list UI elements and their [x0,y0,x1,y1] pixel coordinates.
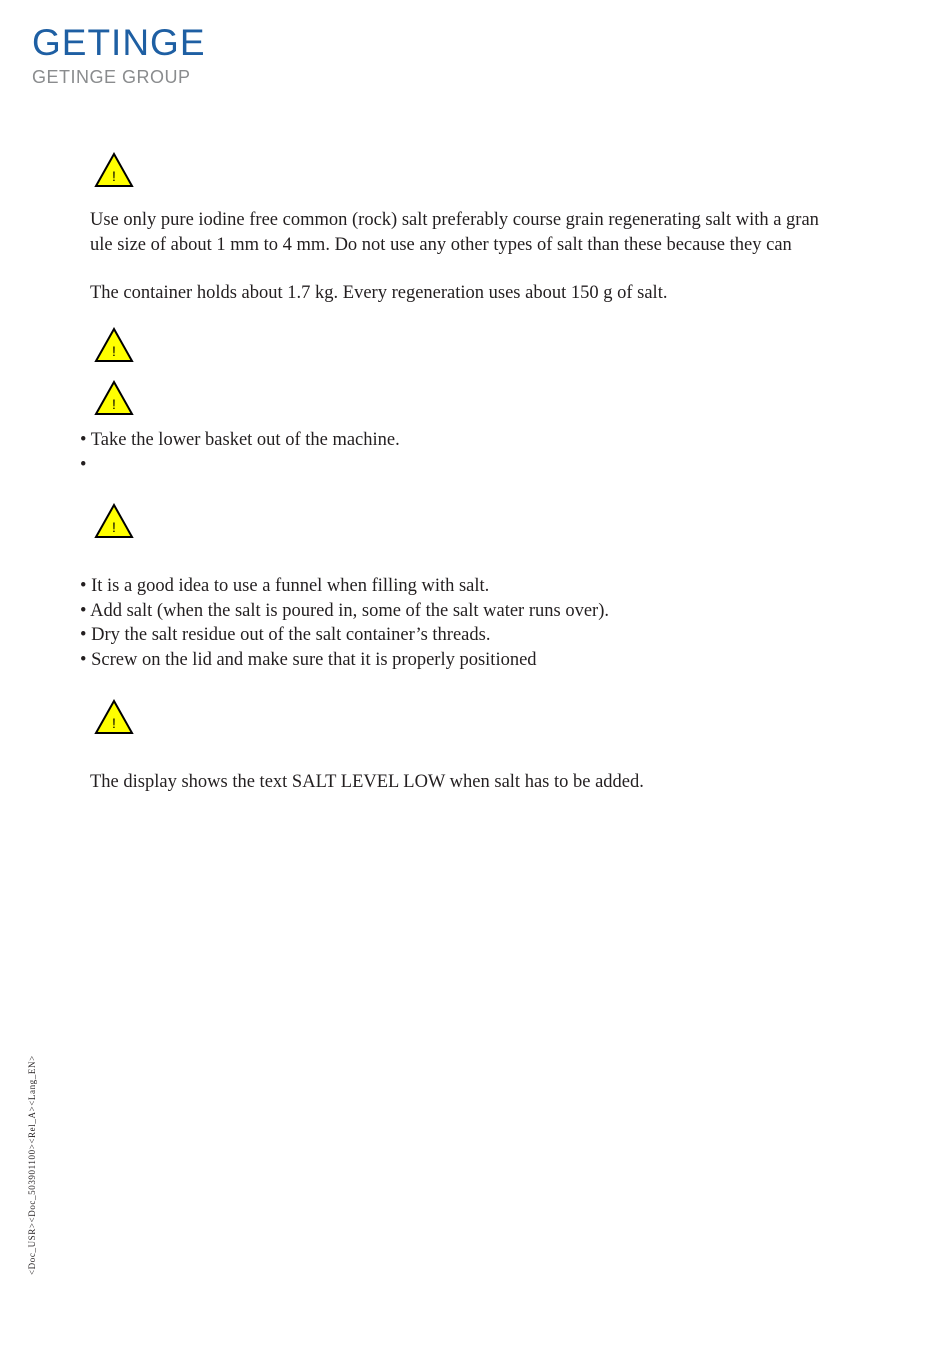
list-item: • Take the lower basket out of the machine. [80,430,400,450]
salt-type-text-line1: Use only pure iodine free common (rock) salt preferably course grain regenerating salt with a gran [90,210,819,230]
salt-type-text-line2: ule size of about 1 mm to 4 mm. Do not use any other types of salt than these because they can [90,234,792,255]
svg-text:!: ! [112,519,116,535]
document-id: <Doc_USR><Doc_503901100><Rel_A><Lang_EN> [27,1055,37,1275]
capacity-text: The container holds about 1.7 kg. Every regeneration uses about 150 g of salt. [90,283,668,303]
brand-group: GETINGE GROUP [32,67,191,87]
warning-triangle-icon [94,503,134,539]
brand-name: GETINGE [32,22,206,63]
list-item: • Add salt (when the salt is poured in, some of the salt water runs over). [80,600,609,621]
svg-text:!: ! [112,715,116,731]
list-item: • Dry the salt residue out of the salt container’s threads. [80,625,491,645]
display-note-text: The display shows the text SALT LEVEL LOW when salt has to be added. [90,772,644,792]
list-item: • It is a good idea to use a funnel when filling with salt. [80,576,490,596]
svg-text:!: ! [112,396,116,412]
getinge-logo [32,24,206,87]
svg-text:!: ! [112,168,116,184]
list-item: • Screw on the lid and make sure that it is properly positioned [80,649,537,670]
warning-triangle-icon [94,699,134,735]
svg-text:!: ! [112,343,116,359]
warning-triangle-icon [94,152,134,188]
list-item: • [80,454,87,475]
warning-triangle-icon [94,327,134,363]
warning-triangle-icon [94,380,134,416]
